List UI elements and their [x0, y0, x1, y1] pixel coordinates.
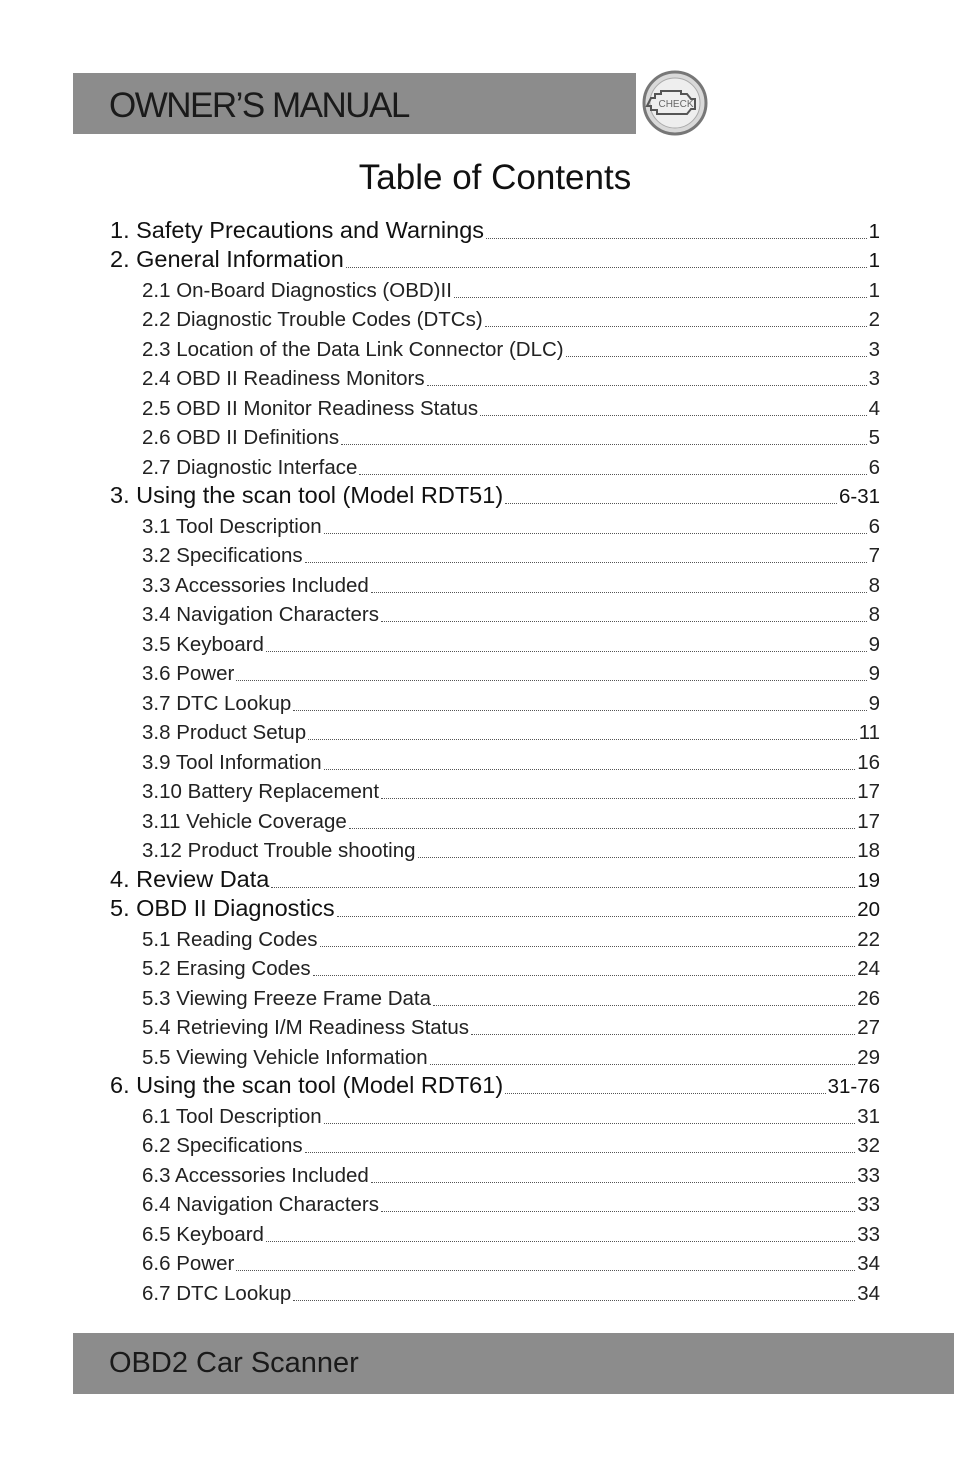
toc-subsection	[0, 601, 954, 631]
toc-entry-page: 29	[857, 1045, 880, 1069]
toc-entry-label: 5.1 Reading Codes	[142, 927, 318, 951]
toc-subsection	[0, 394, 954, 424]
toc-entry-label: 3. Using the scan tool (Model RDT51)	[110, 482, 504, 508]
footer-bar	[73, 1333, 954, 1394]
toc-entry-page: 6	[868, 514, 880, 538]
dot-leader	[505, 1093, 825, 1094]
dot-leader	[324, 533, 867, 534]
toc-entry-label: 3.1 Tool Description	[142, 514, 322, 538]
toc-section	[0, 896, 954, 926]
dot-leader	[324, 1123, 856, 1124]
toc-entry-page: 17	[857, 809, 880, 833]
toc-subsection	[0, 807, 954, 837]
toc-section	[0, 866, 954, 896]
toc-subsection	[0, 748, 954, 778]
toc-entry-label: 2. General Information	[110, 246, 344, 272]
toc-subsection	[0, 1132, 954, 1162]
dot-leader	[324, 769, 856, 770]
toc-subsection	[0, 335, 954, 365]
toc-entry-page: 34	[857, 1281, 880, 1305]
toc-subsection	[0, 424, 954, 454]
check-badge-text: CHECK	[658, 99, 694, 110]
dot-leader	[371, 1182, 855, 1183]
dot-leader	[266, 1241, 855, 1242]
toc-entry-label: 2.7 Diagnostic Interface	[142, 455, 358, 479]
toc-entry-label: 4. Review Data	[110, 865, 270, 892]
toc-entry-label: 3.3 Accessories Included	[142, 573, 369, 597]
dot-leader	[427, 385, 867, 386]
toc-subsection	[0, 778, 954, 808]
toc-list	[0, 217, 954, 1309]
toc-entry-label: 6. Using the scan tool (Model RDT61)	[110, 1072, 504, 1098]
toc-entry-page: 8	[868, 603, 880, 626]
dot-leader	[293, 710, 866, 711]
dot-leader	[341, 444, 866, 445]
toc-entry-page: 9	[868, 691, 880, 715]
toc-subsection	[0, 925, 954, 955]
toc-entry-label: 3.12 Product Trouble shooting	[142, 839, 416, 862]
dot-leader	[486, 238, 867, 239]
dot-leader	[381, 621, 867, 622]
toc-subsection	[0, 630, 954, 660]
toc-entry-label: 3.8 Product Setup	[142, 721, 307, 744]
dot-leader	[305, 1152, 856, 1153]
toc-entry-label: 6.6 Power	[142, 1252, 235, 1275]
toc-entry-page: 24	[857, 957, 880, 980]
toc-entry-page: 11	[858, 721, 880, 744]
header-bar	[73, 73, 636, 134]
toc-entry-label: 6.2 Specifications	[142, 1134, 303, 1157]
toc-subsection	[0, 955, 954, 985]
toc-entry-page: 34	[857, 1252, 880, 1275]
toc-entry-page: 1	[868, 219, 880, 243]
toc-entry-page: 4	[868, 396, 880, 420]
toc-entry-label: 2.1 On-Board Diagnostics (OBD)II	[142, 278, 452, 302]
toc-entry-page: 6-31	[838, 485, 880, 508]
toc-entry-label: 5. OBD II Diagnostics	[110, 895, 335, 921]
toc-entry-page: 6	[868, 455, 880, 479]
toc-subsection	[0, 571, 954, 601]
toc-subsection	[0, 1102, 954, 1132]
dot-leader	[471, 1034, 855, 1035]
toc-subsection	[0, 365, 954, 395]
dot-leader	[505, 503, 837, 504]
toc-entry-page: 3	[868, 337, 880, 361]
toc-entry-label: 2.5 OBD II Monitor Readiness Status	[142, 396, 479, 420]
dot-leader	[320, 946, 856, 947]
dot-leader	[349, 828, 855, 829]
toc-entry-page: 26	[857, 986, 880, 1010]
toc-entry-page: 1	[868, 278, 880, 302]
toc-subsection	[0, 512, 954, 542]
toc-subsection	[0, 1250, 954, 1280]
toc-subsection	[0, 1161, 954, 1191]
toc-section	[0, 483, 954, 513]
dot-leader	[305, 562, 867, 563]
dot-leader	[381, 798, 855, 799]
toc-section	[0, 247, 954, 277]
dot-leader	[430, 1064, 856, 1065]
toc-entry-label: 3.4 Navigation Characters	[142, 603, 380, 626]
dot-leader	[566, 356, 867, 357]
dot-leader	[337, 916, 856, 917]
toc-entry-page: 20	[857, 898, 880, 921]
toc-entry-label: 5.4 Retrieving I/M Readiness Status	[142, 1016, 470, 1039]
toc-section	[0, 1073, 954, 1103]
toc-section	[0, 217, 954, 247]
toc-entry-label: 3.9 Tool Information	[142, 750, 322, 774]
toc-entry-label: 3.5 Keyboard	[142, 632, 264, 656]
toc-entry-page: 33	[857, 1222, 880, 1246]
dot-leader	[359, 474, 866, 475]
toc-entry-label: 3.6 Power	[142, 662, 235, 685]
toc-subsection	[0, 1043, 954, 1073]
toc-subsection	[0, 1279, 954, 1309]
toc-subsection	[0, 1191, 954, 1221]
toc-subsection	[0, 542, 954, 572]
dot-leader	[271, 887, 855, 888]
toc-entry-page: 32	[857, 1134, 880, 1157]
toc-entry-page: 33	[857, 1163, 880, 1187]
toc-entry-page: 9	[868, 662, 880, 685]
toc-entry-page: 22	[857, 927, 880, 951]
toc-subsection	[0, 1220, 954, 1250]
toc-entry-label: 2.4 OBD II Readiness Monitors	[142, 367, 425, 390]
page-title: Table of Contents	[358, 158, 632, 197]
dot-leader	[293, 1300, 855, 1301]
toc-entry-page: 31	[857, 1104, 880, 1128]
toc-entry-page: 2	[868, 308, 880, 331]
dot-leader	[480, 415, 866, 416]
toc-entry-page: 18	[857, 839, 880, 862]
toc-subsection	[0, 837, 954, 867]
product-name: OBD2 Car Scanner	[109, 1347, 359, 1379]
dot-leader	[346, 267, 867, 268]
toc-entry-label: 3.2 Specifications	[142, 544, 303, 567]
toc-subsection	[0, 1014, 954, 1044]
dot-leader	[313, 975, 856, 976]
toc-entry-page: 27	[857, 1016, 880, 1039]
toc-entry-label: 5.5 Viewing Vehicle Information	[142, 1045, 428, 1069]
toc-entry-label: 6.4 Navigation Characters	[142, 1193, 380, 1216]
toc-entry-label: 3.10 Battery Replacement	[142, 780, 380, 803]
toc-entry-page: 17	[857, 780, 880, 803]
toc-subsection	[0, 453, 954, 483]
toc-subsection	[0, 719, 954, 749]
toc-entry-page: 5	[868, 426, 880, 449]
toc-entry-page: 16	[857, 750, 880, 774]
dot-leader	[433, 1005, 855, 1006]
dot-leader	[266, 651, 867, 652]
toc-entry-label: 2.2 Diagnostic Trouble Codes (DTCs)	[142, 308, 483, 331]
dot-leader	[418, 857, 856, 858]
toc-entry-label: 6.5 Keyboard	[142, 1222, 264, 1246]
toc-entry-label: 6.1 Tool Description	[142, 1104, 322, 1128]
toc-entry-label: 3.7 DTC Lookup	[142, 691, 292, 715]
toc-subsection	[0, 276, 954, 306]
toc-subsection	[0, 689, 954, 719]
toc-entry-label: 6.7 DTC Lookup	[142, 1281, 292, 1305]
toc-entry-page: 7	[868, 544, 880, 567]
toc-entry-label: 6.3 Accessories Included	[142, 1163, 369, 1187]
toc-entry-page: 1	[868, 249, 880, 272]
toc-entry-page: 8	[868, 573, 880, 597]
toc-entry-label: 1. Safety Precautions and Warnings	[110, 216, 485, 243]
toc-entry-page: 33	[857, 1193, 880, 1216]
dot-leader	[371, 592, 867, 593]
toc-subsection	[0, 984, 954, 1014]
toc-entry-label: 2.3 Location of the Data Link Connector (DLC)	[142, 337, 564, 361]
dot-leader	[381, 1211, 855, 1212]
toc-entry-label: 5.2 Erasing Codes	[142, 957, 311, 980]
dot-leader	[236, 680, 866, 681]
toc-entry-label: 3.11 Vehicle Coverage	[142, 809, 347, 833]
toc-entry-page: 3	[868, 367, 880, 390]
toc-subsection	[0, 306, 954, 336]
dot-leader	[485, 326, 867, 327]
toc-entry-page: 31-76	[827, 1075, 880, 1098]
dot-leader	[236, 1270, 855, 1271]
toc-entry-label: 5.3 Viewing Freeze Frame Data	[142, 986, 432, 1010]
dot-leader	[454, 297, 867, 298]
dot-leader	[308, 739, 857, 740]
toc-subsection	[0, 660, 954, 690]
manual-title: OWNER’S MANUAL	[109, 86, 409, 125]
check-engine-icon	[641, 70, 709, 136]
toc-entry-page: 19	[857, 868, 880, 892]
toc-entry-page: 9	[868, 632, 880, 656]
toc-entry-label: 2.6 OBD II Definitions	[142, 426, 340, 449]
